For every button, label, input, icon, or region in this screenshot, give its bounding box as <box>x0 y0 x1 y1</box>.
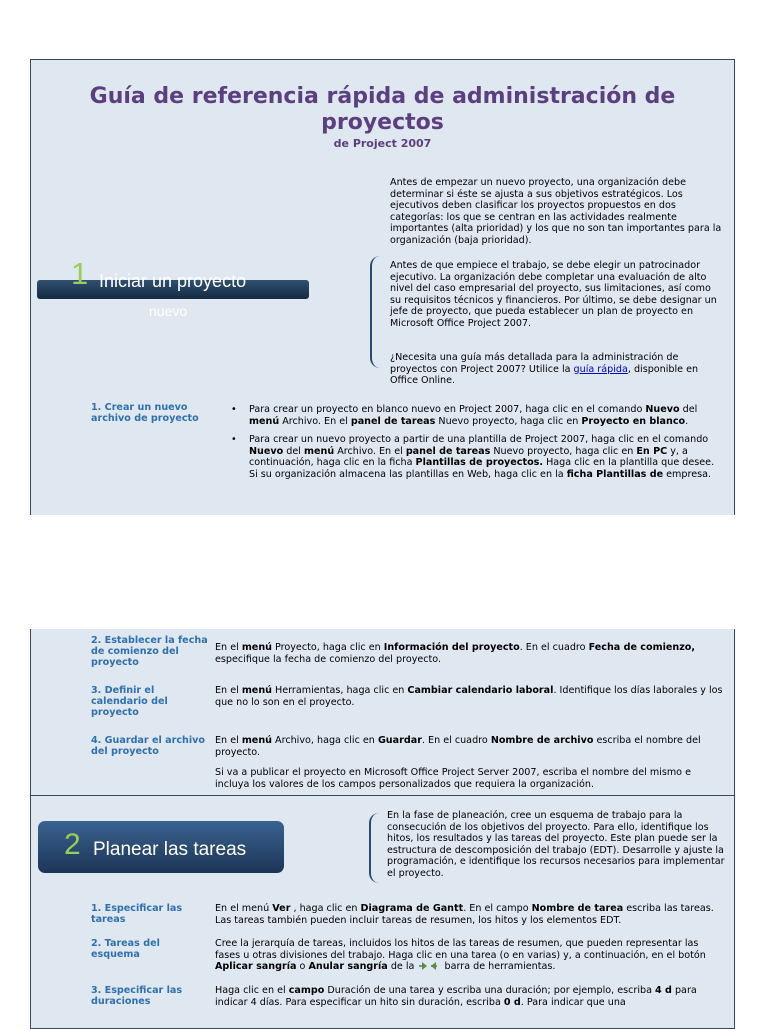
page-title: Guía de referencia rápida de administración de proyectos <box>89 84 676 135</box>
section-2-number: 2 <box>64 828 81 861</box>
document-page-2 <box>30 629 735 1029</box>
document-page-1 <box>30 59 735 515</box>
section-1-title: Iniciar un proyecto <box>99 271 247 291</box>
intro-paragraph-1: Antes de empezar un nuevo proyecto, una organización debe determinar si éste se ajusta a sus objetivos estratégicos. Los ejecutivos deben clasificar los proyectos propuestos en dos categorías: los que se centran en las actividades realmente importantes (alta prioridad) y los que no son tan importantes para la organización (baja prioridad). <box>390 177 722 246</box>
section-2-title: Planear las tareas <box>93 839 247 860</box>
step-outline-tasks-label: 2. Tareas del esquema <box>91 938 160 961</box>
step-save-label: 4. Guardar el archivo del proyecto <box>91 735 205 758</box>
step-specify-tasks-label: 1. Especificar las tareas <box>91 903 183 926</box>
step-save-text-1: En el menú Archivo, haga clic en Guardar. En el cuadro Nombre de archivo escriba el nombre del proyecto. <box>215 735 701 758</box>
quick-guide-link[interactable]: guía rápida <box>573 363 628 375</box>
step-outline-tasks-text: Cree la jerarquía de tareas, incluidos los hitos de las tareas de resumen, que pueden representar las fases u otras divisiones del trabajo. Haga clic en una tarea (o en varias) y, a continuación, en el botón Aplicar sangría o Anular sangría de la barra de herramientas. <box>215 938 706 973</box>
step-durations-label: 3. Especificar las duraciones <box>91 985 183 1008</box>
brace-decoration <box>370 256 380 368</box>
step-create-project-label: 1. Crear un nuevo archivo de proyecto <box>91 402 199 425</box>
section-1-number: 1 <box>71 256 89 291</box>
intro-paragraph-3: ¿Necesita una guía más detallada para la administración de proyectos con Project 2007? Utilice la guía rápida, disponible en Office Online. <box>390 352 699 387</box>
step-durations-text: Haga clic en el campo Duración de una tarea y escriba una duración; por ejemplo, escriba 4 d para indicar 4 días. Para especificar un hito sin duración, escriba 0 d. Para indicar que una <box>215 985 697 1008</box>
section-2-intro: En la fase de planeación, cree un esquema de trabajo para la consecución de los objetivos del proyecto. Para ello, identifique los hitos, los resultados y las tareas del proyecto. Este plan puede ser la estructura de descomposición del trabajo (EDT). Desarrolle y ajuste la programación, e identifique los recursos necesarios para implementar el proyecto. <box>387 810 725 879</box>
step-create-project-bullets <box>229 404 725 481</box>
step-start-date-label: 2. Establecer la fecha de comienzo del proyecto <box>91 635 208 669</box>
section-1-title-line-2: nuevo <box>149 303 188 319</box>
step-calendar-text: En el menú Herramientas, haga clic en Cambiar calendario laboral. Identifique los días laborales y los que no lo son en el proyecto. <box>215 685 723 708</box>
bullet-blank-project: • Para crear un proyecto en blanco nuevo en Project 2007, haga clic en el comando Nuevo del menú Archivo. En el panel de tareas Nuevo proyecto, haga clic en Proyecto en blanco. <box>229 404 725 427</box>
intro-paragraph-2: Antes de que empiece el trabajo, se debe elegir un patrocinador ejecutivo. La organización debe completar una evaluación de alto nivel del caso empresarial del proyecto, sus limitaciones, así como su requisitos técnicos y financieros. Por último, se debe designar un jefe de proyecto, que pueda establecer un plan de proyecto en Microsoft Office Project 2007. <box>390 260 717 329</box>
page-subtitle: de Project 2007 <box>333 137 432 150</box>
step-start-date-text: En el menú Proyecto, haga clic en Información del proyecto. En el cuadro Fecha de comienzo, especifique la fecha de comienzo del proyecto. <box>215 642 696 665</box>
step-calendar-label: 3. Definir el calendario del proyecto <box>91 685 168 719</box>
step-specify-tasks-text: En el menú Ver , haga clic en Diagrama de Gantt. En el campo Nombre de tarea escriba las tareas. Las tareas también pueden incluir tareas de resumen, los hitos y los elementos EDT. <box>215 903 714 926</box>
bullet-template-project: • Para crear un nuevo proyecto a partir de una plantilla de Project 2007, haga clic en el comando Nuevo del menú Archivo. En el panel de tareas Nuevo proyecto, haga clic en En PC y, a continuación, haga clic en la ficha Plantillas de proyectos. Haga clic en la plantilla que desee. Si su organización almacena las plantillas en Web, haga clic en la ficha Plantillas de empresa. <box>229 434 725 480</box>
indent-buttons-icon <box>419 961 439 971</box>
section-divider <box>31 795 734 796</box>
step-save-text-2: Si va a publicar el proyecto en Microsoft Office Project Server 2007, escriba el nombre del mismo e incluya los valores de los campos personalizados que requiera la organización. <box>215 767 691 790</box>
brace-decoration-2 <box>369 813 379 883</box>
